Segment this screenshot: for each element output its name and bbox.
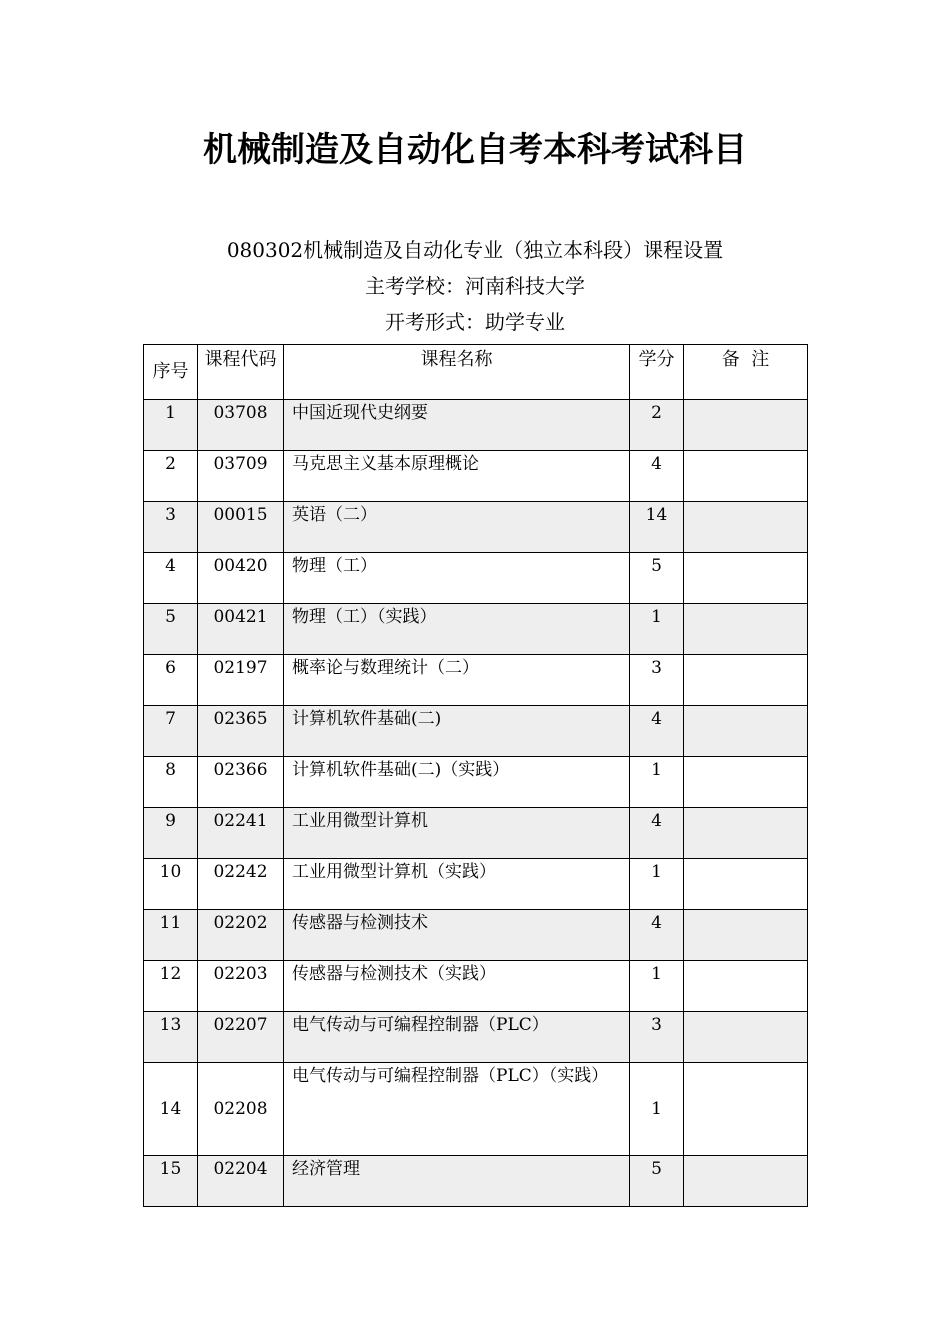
cell-seq: 13 <box>144 1012 198 1063</box>
cell-code: 02204 <box>198 1156 284 1207</box>
cell-credit: 5 <box>630 1156 684 1207</box>
cell-seq: 4 <box>144 553 198 604</box>
cell-note <box>684 859 808 910</box>
cell-credit: 4 <box>630 808 684 859</box>
table-row <box>144 1156 808 1207</box>
cell-code: 00421 <box>198 604 284 655</box>
table-row <box>144 553 808 604</box>
cell-name: 经济管理 <box>284 1156 630 1207</box>
cell-code: 02366 <box>198 757 284 808</box>
cell-credit: 5 <box>630 553 684 604</box>
cell-code: 02203 <box>198 961 284 1012</box>
cell-note <box>684 400 808 451</box>
cell-seq: 7 <box>144 706 198 757</box>
cell-seq: 6 <box>144 655 198 706</box>
program-subtitle: 080302机械制造及自动化专业（独立本科段）课程设置 <box>226 238 724 262</box>
cell-credit: 2 <box>630 400 684 451</box>
cell-seq: 10 <box>144 859 198 910</box>
cell-code: 02241 <box>198 808 284 859</box>
table-row <box>144 400 808 451</box>
cell-credit: 3 <box>630 1012 684 1063</box>
cell-credit: 1 <box>630 604 684 655</box>
cell-name: 工业用微型计算机 <box>284 808 630 859</box>
cell-seq: 5 <box>144 604 198 655</box>
table-row <box>144 757 808 808</box>
header-note: 备 注 <box>684 345 808 400</box>
cell-seq: 14 <box>144 1063 198 1156</box>
table-row <box>144 451 808 502</box>
cell-name: 工业用微型计算机（实践） <box>284 859 630 910</box>
cell-name: 电气传动与可编程控制器（PLC） <box>284 1012 630 1063</box>
cell-note <box>684 910 808 961</box>
cell-name: 传感器与检测技术（实践） <box>284 961 630 1012</box>
course-table <box>143 344 808 1207</box>
cell-credit: 4 <box>630 910 684 961</box>
exam-form: 开考形式：助学专业 <box>385 310 565 334</box>
table-row <box>144 502 808 553</box>
cell-code: 02365 <box>198 706 284 757</box>
cell-note <box>684 451 808 502</box>
cell-name: 计算机软件基础(二) <box>284 706 630 757</box>
cell-name: 马克思主义基本原理概论 <box>284 451 630 502</box>
cell-note <box>684 961 808 1012</box>
cell-credit: 1 <box>630 859 684 910</box>
cell-note <box>684 553 808 604</box>
cell-note <box>684 604 808 655</box>
cell-name: 计算机软件基础(二)（实践） <box>284 757 630 808</box>
cell-seq: 2 <box>144 451 198 502</box>
cell-code: 00015 <box>198 502 284 553</box>
header-code: 课程代码 <box>198 345 284 400</box>
cell-credit: 1 <box>630 961 684 1012</box>
cell-credit: 1 <box>630 757 684 808</box>
cell-code: 03708 <box>198 400 284 451</box>
cell-code: 00420 <box>198 553 284 604</box>
cell-seq: 12 <box>144 961 198 1012</box>
cell-note <box>684 808 808 859</box>
table-body <box>144 400 808 1207</box>
cell-name: 物理（工）（实践） <box>284 604 630 655</box>
cell-note <box>684 706 808 757</box>
cell-note <box>684 502 808 553</box>
cell-name: 电气传动与可编程控制器（PLC）（实践） <box>284 1063 630 1156</box>
cell-name: 传感器与检测技术 <box>284 910 630 961</box>
table-row <box>144 961 808 1012</box>
cell-name: 英语（二） <box>284 502 630 553</box>
cell-seq: 8 <box>144 757 198 808</box>
cell-name: 中国近现代史纲要 <box>284 400 630 451</box>
table-row <box>144 808 808 859</box>
cell-code: 02208 <box>198 1063 284 1156</box>
host-school: 主考学校：河南科技大学 <box>365 274 585 298</box>
cell-seq: 11 <box>144 910 198 961</box>
cell-code: 02242 <box>198 859 284 910</box>
cell-seq: 1 <box>144 400 198 451</box>
table-row <box>144 910 808 961</box>
cell-credit: 14 <box>630 502 684 553</box>
cell-note <box>684 1156 808 1207</box>
document-title: 机械制造及自动化自考本科考试科目 <box>203 130 747 170</box>
cell-code: 02207 <box>198 1012 284 1063</box>
cell-seq: 9 <box>144 808 198 859</box>
cell-credit: 1 <box>630 1063 684 1156</box>
cell-credit: 4 <box>630 451 684 502</box>
cell-note <box>684 655 808 706</box>
table-row <box>144 655 808 706</box>
cell-note <box>684 1012 808 1063</box>
table-header-row <box>144 345 808 400</box>
header-name: 课程名称 <box>284 345 630 400</box>
table-row <box>144 1063 808 1156</box>
header-seq: 序号 <box>144 345 198 400</box>
cell-name: 物理（工） <box>284 553 630 604</box>
cell-name: 概率论与数理统计（二） <box>284 655 630 706</box>
table-row <box>144 706 808 757</box>
cell-code: 02202 <box>198 910 284 961</box>
cell-note <box>684 757 808 808</box>
cell-seq: 3 <box>144 502 198 553</box>
cell-credit: 4 <box>630 706 684 757</box>
table-row <box>144 859 808 910</box>
header-credit: 学分 <box>630 345 684 400</box>
cell-credit: 3 <box>630 655 684 706</box>
cell-code: 02197 <box>198 655 284 706</box>
cell-note <box>684 1063 808 1156</box>
table-row <box>144 604 808 655</box>
cell-code: 03709 <box>198 451 284 502</box>
cell-seq: 15 <box>144 1156 198 1207</box>
table-row <box>144 1012 808 1063</box>
